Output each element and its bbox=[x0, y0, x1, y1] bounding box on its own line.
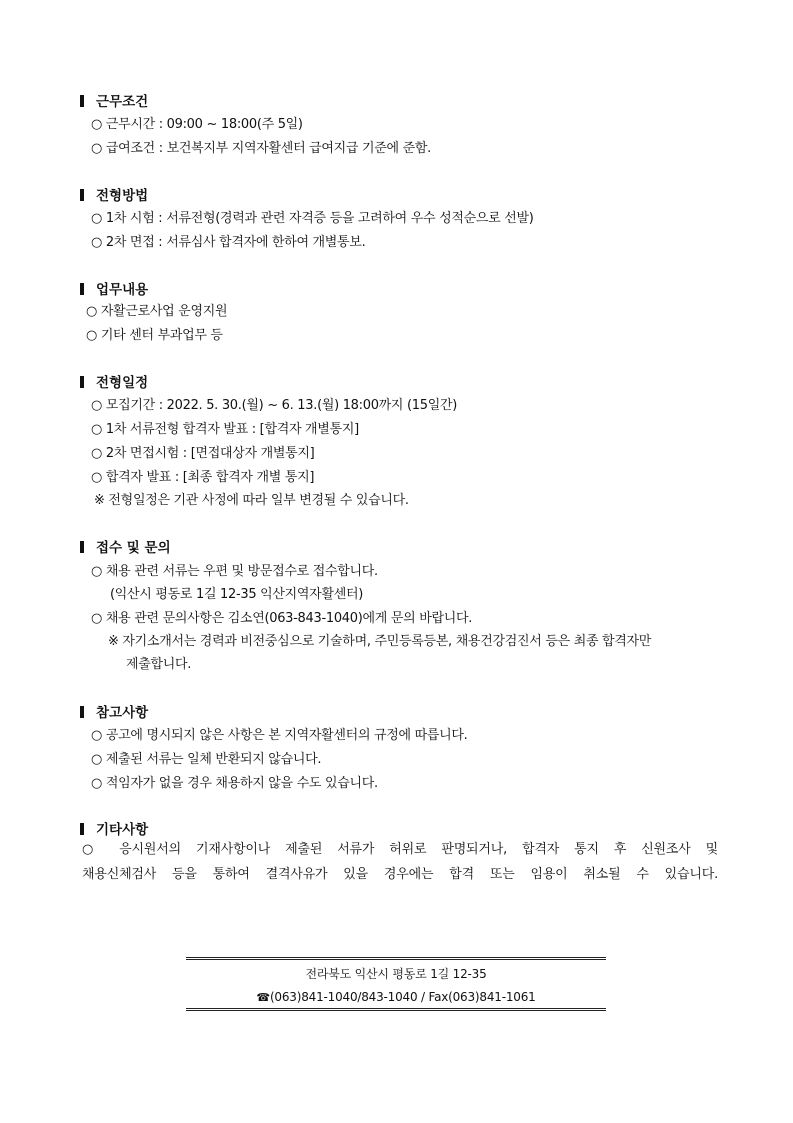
heading-bar-icon bbox=[80, 283, 84, 295]
phone-icon: ☎ bbox=[256, 991, 270, 1004]
section-heading-selection: 전형방법 bbox=[80, 187, 148, 205]
other-paragraph-line2: 채용신체검사 등을 통하여 결격사유가 있을 경우에는 합격 또는 임용이 취소될 수 있습니다. bbox=[82, 867, 718, 882]
list-item: ○ 급여조건 : 보건복지부 지역자활센터 급여지급 기준에 준함. bbox=[91, 141, 431, 156]
section-heading-reference: 참고사항 bbox=[80, 704, 148, 722]
footer-address: 전라북도 익산시 평동로 1길 12-35 bbox=[305, 967, 487, 981]
schedule-note: ※ 전형일정은 기관 사정에 따라 일부 변경될 수 있습니다. bbox=[94, 493, 409, 508]
list-item: ○ 적임자가 없을 경우 채용하지 않을 수도 있습니다. bbox=[91, 776, 378, 791]
heading-bar-icon bbox=[80, 95, 84, 107]
list-item: ○ 2차 면접시험 : [면접대상자 개별통지] bbox=[91, 446, 315, 461]
list-item: ○ 모집기간 : 2022. 5. 30.(월) ~ 6. 13.(월) 18:00까지 (15일간) bbox=[91, 398, 458, 413]
heading-bar-icon bbox=[80, 189, 84, 201]
list-item: ○ 합격자 발표 : [최종 합격자 개별 통지] bbox=[91, 470, 315, 485]
contact-note: ※ 자기소개서는 경력과 비전중심으로 기술하며, 주민등록등본, 채용건강검진서 등은 최종 합격자만 bbox=[108, 634, 652, 649]
heading-bar-icon bbox=[80, 376, 84, 388]
list-item-sub: (익산시 평동로 1길 12-35 익산지역자활센터) bbox=[110, 587, 363, 602]
heading-bar-icon bbox=[80, 823, 84, 835]
list-item: ○ 기타 센터 부과업무 등 bbox=[86, 328, 223, 343]
list-item: ○ 자활근로사업 운영지원 bbox=[86, 304, 228, 319]
list-item: ○ 공고에 명시되지 않은 사항은 본 지역자활센터의 규정에 따릅니다. bbox=[91, 728, 468, 743]
heading-bar-icon bbox=[80, 541, 84, 553]
list-item: ○ 채용 관련 서류는 우편 및 방문접수로 접수합니다. bbox=[91, 564, 378, 579]
list-item: ○ 1차 시험 : 서류전형(경력과 관련 자격증 등을 고려하여 우수 성적순으로 선발) bbox=[91, 211, 534, 226]
list-item: ○ 2차 면접 : 서류심사 합격자에 한하여 개별통보. bbox=[91, 235, 366, 250]
footer-phone: (063)841-1040/843-1040 / Fax(063)841-1061 bbox=[269, 990, 536, 1004]
section-heading-duties: 업무내용 bbox=[80, 281, 148, 299]
section-heading-schedule: 전형일정 bbox=[80, 374, 148, 392]
list-item: ○ 제출된 서류는 일체 반환되지 않습니다. bbox=[91, 752, 322, 767]
section-heading-work: 근무조건 bbox=[80, 93, 148, 111]
list-item: ○ 근무시간 : 09:00 ~ 18:00(주 5일) bbox=[91, 117, 303, 132]
list-item: ○ 1차 서류전형 합격자 발표 : [합격자 개별통지] bbox=[91, 422, 359, 437]
section-heading-other: 기타사항 bbox=[80, 821, 148, 839]
other-paragraph-line1: ○ 응시원서의 기재사항이나 제출된 서류가 허위로 판명되거나, 합격자 통지 후 신원조사 및 bbox=[82, 842, 718, 857]
list-item: ○ 채용 관련 문의사항은 김소연(063-843-1040)에게 문의 바랍니다. bbox=[91, 611, 473, 626]
footer-contact-box bbox=[186, 957, 606, 1011]
heading-bar-icon bbox=[80, 706, 84, 718]
footer-phone-line bbox=[186, 988, 606, 1007]
section-heading-contact: 접수 및 문의 bbox=[80, 539, 171, 557]
contact-note-cont: 제출합니다. bbox=[126, 657, 192, 672]
